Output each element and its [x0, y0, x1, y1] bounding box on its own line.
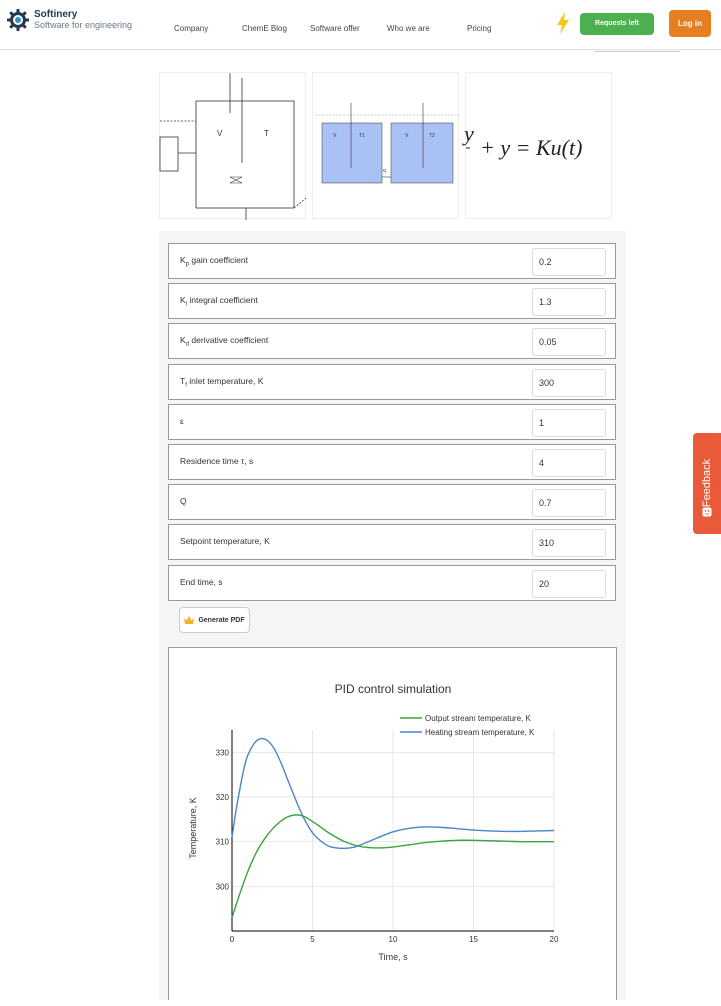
residence-time-input[interactable] [532, 449, 606, 477]
nav-who-we-are[interactable]: Who we are [387, 24, 430, 33]
feedback-label: Feedback [701, 458, 713, 508]
nav-pricing[interactable]: Pricing [467, 24, 492, 33]
inlet-temperature-input[interactable] [532, 369, 606, 397]
nav-cheme-blog[interactable]: ChemE Blog [242, 24, 287, 33]
y-tick-label: 320 [215, 793, 229, 802]
flow-label-q: q [383, 168, 386, 174]
logo-tagline: Software for engineering [34, 20, 133, 30]
legend-label-1: Heating stream temperature, K [425, 728, 535, 737]
tank2-label-t: T2 [429, 133, 435, 139]
x-tick-label: 5 [310, 935, 315, 944]
param-label-kd: $K_d$ derivative coefficient [180, 335, 269, 348]
param-label-setpoint: Setpoint temperature, K [180, 536, 270, 546]
equation-image [466, 73, 613, 220]
param-row-q [168, 484, 616, 520]
x-tick-label: 15 [469, 935, 478, 944]
ki-input[interactable] [532, 288, 606, 316]
param-row-residence-time [168, 444, 616, 480]
param-label-epsilon: ε [180, 416, 184, 426]
nav-software-offer[interactable]: Software offer [310, 24, 360, 33]
equation-text: + y = Ku(t) [480, 135, 583, 160]
param-label-ki: $K_i$ integral coefficient [180, 295, 258, 308]
param-row-tf [168, 364, 616, 400]
kd-input[interactable] [532, 328, 606, 356]
x-tick-label: 10 [388, 935, 398, 944]
requests-left-button[interactable]: Requests left [580, 13, 654, 35]
kp-input[interactable] [532, 248, 606, 276]
param-row-kd [168, 323, 616, 359]
nav-company[interactable]: Company [174, 24, 209, 33]
chart-title: PID control simulation [334, 682, 452, 696]
setpoint-temperature-input[interactable] [532, 529, 606, 557]
param-row-ki [168, 283, 616, 319]
param-row-epsilon [168, 404, 616, 440]
param-row-kp [168, 243, 616, 279]
x-axis-label: Time, s [378, 952, 408, 962]
y-tick-label: 310 [215, 837, 229, 847]
crown-icon [184, 616, 194, 624]
equation-fraction-top: y [464, 121, 474, 146]
x-tick-label: 20 [549, 935, 559, 944]
two-tanks-diagram [313, 73, 460, 220]
epsilon-input[interactable] [532, 409, 606, 437]
param-label-kp: $K_p$ gain coefficient [180, 255, 248, 268]
y-axis-label: Temperature, K [188, 797, 198, 859]
tank1-label-v: V [333, 133, 337, 139]
legend-label-0: Output stream temperature, K [425, 714, 531, 723]
thumbnail-two-tanks[interactable] [312, 72, 459, 219]
q-input[interactable] [532, 489, 606, 517]
feedback-tab[interactable] [693, 433, 721, 534]
pid-simulation-chart [169, 648, 618, 1001]
param-label-tf: $T_f$ inlet temperature, K [180, 376, 264, 389]
tank1-label-t: T1 [359, 133, 365, 139]
gear-logo-icon [6, 8, 30, 32]
y-tick-label: 330 [215, 748, 229, 758]
diagram-label-t: T [264, 129, 269, 138]
end-time-input[interactable] [532, 570, 606, 598]
logo[interactable] [6, 8, 132, 32]
diagram-label-v: V [217, 129, 223, 138]
generate-pdf-label: Generate PDF [198, 616, 245, 624]
param-row-setpoint [168, 524, 616, 560]
single-tank-diagram [160, 73, 307, 220]
param-label-end-time: End time, s [180, 577, 223, 587]
param-label-residence-time: Residence time τ, s [180, 456, 254, 466]
login-button[interactable]: Log in [669, 10, 711, 37]
thumbnail-single-tank[interactable] [159, 72, 306, 219]
lightning-icon [555, 12, 571, 34]
param-label-q: Q [180, 496, 187, 506]
y-tick-label: 300 [215, 882, 229, 892]
logo-name: Softinery [34, 9, 78, 20]
divider [594, 51, 680, 52]
thumbnail-equation[interactable] [465, 72, 612, 219]
x-tick-label: 0 [229, 935, 235, 944]
chart-container [168, 647, 617, 1000]
top-header [0, 0, 721, 50]
tank2-label-v: V [405, 133, 409, 139]
generate-pdf-button[interactable] [179, 607, 250, 633]
feedback-icon [702, 507, 712, 517]
param-row-end-time [168, 565, 616, 601]
